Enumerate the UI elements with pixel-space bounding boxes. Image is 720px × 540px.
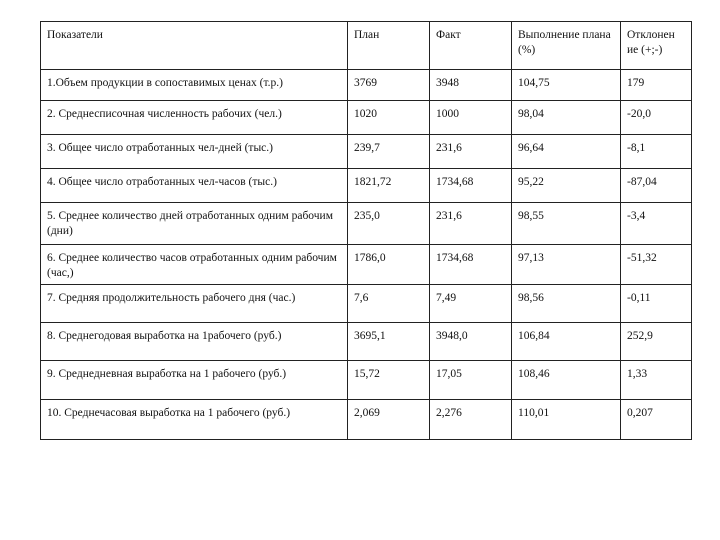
header-fact: Факт bbox=[430, 22, 512, 70]
fact-cell: 17,05 bbox=[430, 361, 512, 400]
indicator-cell: 6. Среднее количество часов отработанных одним рабочим (час,) bbox=[41, 245, 348, 285]
indicator-cell: 2. Среднесписочная численность рабочих (чел.) bbox=[41, 101, 348, 135]
header-plan: План bbox=[348, 22, 430, 70]
plan-cell: 235,0 bbox=[348, 203, 430, 245]
plan-cell: 1020 bbox=[348, 101, 430, 135]
indicators-table bbox=[40, 21, 692, 440]
indicator-cell: 3. Общее число отработанных чел-дней (тыс.) bbox=[41, 135, 348, 169]
indicator-cell: 8. Среднегодовая выработка на 1рабочего (руб.) bbox=[41, 323, 348, 361]
completion-cell: 108,46 bbox=[512, 361, 621, 400]
table-header-row bbox=[41, 22, 692, 70]
table-row bbox=[41, 135, 692, 169]
table-row bbox=[41, 101, 692, 135]
deviation-cell: -8,1 bbox=[621, 135, 692, 169]
completion-cell: 97,13 bbox=[512, 245, 621, 285]
deviation-cell: -51,32 bbox=[621, 245, 692, 285]
header-plan-completion: Выполнение плана (%) bbox=[512, 22, 621, 70]
plan-cell: 15,72 bbox=[348, 361, 430, 400]
completion-cell: 98,04 bbox=[512, 101, 621, 135]
indicator-cell: 5. Среднее количество дней отработанных одним рабочим (дни) bbox=[41, 203, 348, 245]
completion-cell: 98,56 bbox=[512, 285, 621, 323]
plan-cell: 3695,1 bbox=[348, 323, 430, 361]
deviation-cell: -20,0 bbox=[621, 101, 692, 135]
indicator-cell: 1.Объем продукции в сопоставимых ценах (т.р.) bbox=[41, 70, 348, 101]
completion-cell: 106,84 bbox=[512, 323, 621, 361]
indicator-cell: 4. Общее число отработанных чел-часов (тыс.) bbox=[41, 169, 348, 203]
plan-cell: 3769 bbox=[348, 70, 430, 101]
header-indicators: Показатели bbox=[41, 22, 348, 70]
fact-cell: 3948 bbox=[430, 70, 512, 101]
table-row bbox=[41, 169, 692, 203]
deviation-cell: -3,4 bbox=[621, 203, 692, 245]
completion-cell: 104,75 bbox=[512, 70, 621, 101]
table-row bbox=[41, 285, 692, 323]
table-row bbox=[41, 203, 692, 245]
deviation-cell: 0,207 bbox=[621, 400, 692, 440]
plan-cell: 2,069 bbox=[348, 400, 430, 440]
deviation-cell: 1,33 bbox=[621, 361, 692, 400]
fact-cell: 1734,68 bbox=[430, 169, 512, 203]
indicators-table-container bbox=[40, 21, 691, 440]
fact-cell: 1734,68 bbox=[430, 245, 512, 285]
indicator-cell: 9. Среднедневная выработка на 1 рабочего (руб.) bbox=[41, 361, 348, 400]
completion-cell: 110,01 bbox=[512, 400, 621, 440]
fact-cell: 2,276 bbox=[430, 400, 512, 440]
header-deviation: Отклонен ие (+;-) bbox=[621, 22, 692, 70]
fact-cell: 1000 bbox=[430, 101, 512, 135]
fact-cell: 231,6 bbox=[430, 135, 512, 169]
plan-cell: 7,6 bbox=[348, 285, 430, 323]
plan-cell: 239,7 bbox=[348, 135, 430, 169]
completion-cell: 98,55 bbox=[512, 203, 621, 245]
completion-cell: 95,22 bbox=[512, 169, 621, 203]
indicator-cell: 10. Среднечасовая выработка на 1 рабочего (руб.) bbox=[41, 400, 348, 440]
deviation-cell: 252,9 bbox=[621, 323, 692, 361]
plan-cell: 1821,72 bbox=[348, 169, 430, 203]
table-row bbox=[41, 323, 692, 361]
indicator-cell: 7. Средняя продолжительность рабочего дня (час.) bbox=[41, 285, 348, 323]
deviation-cell: 179 bbox=[621, 70, 692, 101]
table-row bbox=[41, 245, 692, 285]
table-row bbox=[41, 361, 692, 400]
table-row bbox=[41, 400, 692, 440]
fact-cell: 3948,0 bbox=[430, 323, 512, 361]
deviation-cell: -0,11 bbox=[621, 285, 692, 323]
fact-cell: 7,49 bbox=[430, 285, 512, 323]
plan-cell: 1786,0 bbox=[348, 245, 430, 285]
table-row bbox=[41, 70, 692, 101]
deviation-cell: -87,04 bbox=[621, 169, 692, 203]
fact-cell: 231,6 bbox=[430, 203, 512, 245]
completion-cell: 96,64 bbox=[512, 135, 621, 169]
